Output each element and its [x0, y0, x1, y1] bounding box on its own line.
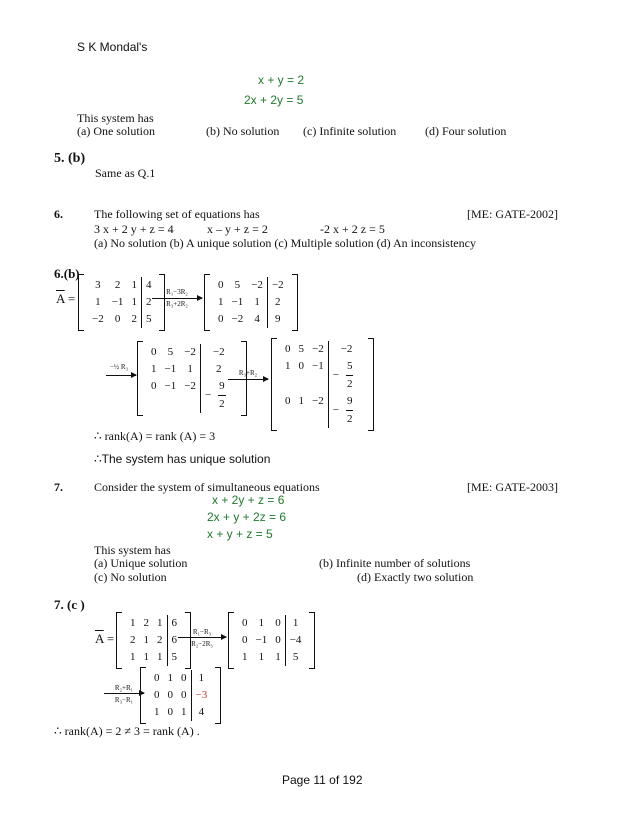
matrix-cell: −1: [255, 634, 268, 646]
matrix-cell: 0: [218, 279, 224, 291]
matrix-cell: 4: [141, 277, 156, 294]
matrix-cell: 1: [258, 617, 265, 629]
answer-7-operation-1b: R₂−2R₃: [191, 640, 213, 648]
q6-source-tag: [ME: GATE-2002]: [467, 207, 558, 221]
answer-5-text: Same as Q.1: [95, 166, 156, 180]
matrix-cell: 0: [114, 313, 121, 325]
matrix-cell: −1: [312, 360, 324, 372]
q6-equation-2: x – y + z = 2: [207, 222, 268, 236]
matrix-cell: 1: [157, 617, 163, 629]
matrix-cell: 1: [275, 651, 281, 663]
answer-6-conclusion: ∴The system has unique solution: [94, 452, 271, 466]
matrix-right-bracket: [292, 274, 298, 331]
q4-option-d: (d) Four solution: [425, 124, 507, 138]
matrix-cell: 6: [167, 632, 182, 649]
matrix-cell: 5: [298, 343, 304, 355]
matrix-body: [277, 338, 368, 431]
matrix-cell: 5: [167, 346, 174, 358]
matrix-cell: −1: [164, 380, 177, 392]
matrix-cell: 5: [234, 279, 241, 291]
matrix-right-bracket: [368, 338, 374, 431]
q4-equation-1: x + y = 2: [258, 73, 305, 87]
matrix-cell: −1: [111, 296, 124, 308]
answer-6-operation-1: R₁−3R₂: [166, 288, 188, 296]
matrix-right-bracket: [309, 612, 315, 669]
matrix-cell: 2: [157, 634, 163, 646]
matrix-cell: 2: [200, 361, 237, 378]
answer-7-rank-line: ∴ rank(A) = 2 ≠ 3 = rank (A) .: [54, 724, 200, 738]
matrix-cell: 1: [254, 296, 260, 308]
q6-equation-1: 3 x + 2 y + z = 4: [94, 222, 174, 236]
q4-option-a: (a) One solution: [77, 124, 155, 138]
answer-6-operation-3: R₃+R₂: [238, 369, 258, 377]
q7-subtext: This system has: [94, 543, 171, 557]
matrix-cell: 2: [267, 294, 288, 311]
q6-stem: The following set of equations has: [94, 207, 260, 221]
matrix-cell: 1: [151, 363, 157, 375]
answer-7-operation-2b: R₃−R₁: [114, 696, 134, 704]
answer-7-matrix-2: [228, 612, 315, 669]
matrix-cell: 2: [130, 634, 136, 646]
q4-option-c: (c) Infinite solution: [303, 124, 397, 138]
matrix-cell: 6: [167, 615, 182, 632]
matrix-cell: −2: [251, 279, 263, 291]
matrix-cell: 2: [143, 617, 149, 629]
answer-6-matrix-2: [204, 274, 298, 331]
q4-option-b: (b) No solution: [206, 124, 280, 138]
matrix-cell: 1: [285, 360, 291, 372]
answer-6-arrow-2: [106, 375, 136, 376]
answer-6-rank-line: [94, 429, 215, 444]
matrix-cell: − $\frac{9}{2}$: [200, 378, 237, 413]
q7-equation-1: x + 2y + z = 6: [212, 493, 285, 507]
answer-6-rank-text: ∴ rank(A) = rank (A) = 3: [94, 429, 216, 443]
matrix-right-bracket: [215, 667, 221, 724]
matrix-cell: 1: [131, 296, 137, 308]
matrix-cell: 3: [95, 279, 101, 291]
answer-7-lhs: $\overline{A}$ =: [95, 631, 115, 646]
matrix-body: [210, 274, 292, 331]
matrix-cell: 1: [167, 672, 173, 684]
matrix-cell: 0: [285, 343, 291, 355]
q7-option-d: (d) Exactly two solution: [357, 570, 474, 584]
matrix-cell: 2: [131, 313, 137, 325]
q6-number: 6.: [54, 207, 63, 221]
matrix-cell: 5: [285, 649, 306, 666]
answer-6-lhs: $\overline{A}$ =: [56, 291, 76, 306]
q4-stem: This system has: [77, 111, 154, 125]
matrix-cell: −4: [285, 632, 306, 649]
q7-number: 7.: [54, 480, 63, 494]
matrix-cell: − $\frac{5}{2}$: [328, 358, 365, 393]
answer-6-label: 6.(b): [54, 266, 80, 281]
matrix-cell: 5: [141, 311, 156, 328]
matrix-cell: 1: [154, 706, 160, 718]
matrix-cell: 5: [167, 649, 182, 666]
matrix-cell: 0: [181, 689, 187, 701]
matrix-cell: 0: [218, 313, 224, 325]
matrix-a-symbol-7: $\overline{A}$: [95, 631, 104, 646]
matrix-a-symbol: $\overline{A}$: [56, 291, 65, 306]
matrix-cell: 1: [258, 651, 265, 663]
answer-6-matrix-4: [271, 338, 374, 431]
matrix-cell: −2: [92, 313, 104, 325]
matrix-cell: 4: [191, 704, 212, 721]
matrix-cell: −1: [231, 296, 244, 308]
matrix-cell: − $\frac{9}{2}$: [328, 393, 365, 428]
matrix-cell: 0: [151, 346, 157, 358]
matrix-cell: 0: [181, 672, 187, 684]
matrix-body: [234, 612, 309, 669]
matrix-cell: −2: [231, 313, 244, 325]
matrix-cell: 1: [218, 296, 224, 308]
matrix-body: [84, 274, 159, 331]
matrix-cell: 1: [130, 617, 136, 629]
matrix-cell: 1: [187, 363, 193, 375]
matrix-cell: 0: [154, 689, 160, 701]
q7-option-b: (b) Infinite number of solutions: [319, 556, 471, 570]
matrix-cell: 2: [114, 279, 121, 291]
matrix-cell: −1: [164, 363, 177, 375]
answer-7-operation-2: R₂+R₁: [114, 684, 134, 692]
q7-option-a: (a) Unique solution: [94, 556, 188, 570]
q7-stem: Consider the system of simultaneous equations: [94, 480, 320, 494]
matrix-cell: −2: [200, 344, 237, 361]
matrix-cell: 1: [95, 296, 101, 308]
answer-7-operation-1: R₁−R₃: [192, 628, 212, 636]
matrix-cell: 0: [275, 617, 281, 629]
answer-6-arrow-1: [152, 298, 202, 299]
matrix-cell: −2: [267, 277, 288, 294]
matrix-cell: 0: [242, 617, 248, 629]
matrix-cell: −2: [184, 380, 196, 392]
matrix-cell: 1: [130, 651, 136, 663]
matrix-body: [143, 341, 241, 416]
matrix-cell: −2: [312, 395, 324, 407]
matrix-cell: 1: [157, 651, 163, 663]
matrix-cell: −2: [312, 343, 324, 355]
q6-equation-3: -2 x + 2 z = 5: [320, 222, 385, 236]
matrix-cell: 0: [275, 634, 281, 646]
matrix-cell: 0: [285, 395, 291, 407]
matrix-cell: 2: [141, 294, 156, 311]
matrix-cell: 1: [298, 395, 304, 407]
matrix-cell: −3: [191, 687, 212, 704]
matrix-cell: 1: [181, 706, 187, 718]
matrix-cell: 1: [242, 651, 248, 663]
matrix-cell: 1: [143, 634, 149, 646]
page-header: S K Mondal's: [77, 40, 148, 54]
answer-7-matrix-3: [140, 667, 221, 724]
matrix-cell: −2: [184, 346, 196, 358]
matrix-cell: 0: [242, 634, 248, 646]
matrix-body: [122, 612, 185, 669]
answer-6-operation-1b: R₃+2R₂: [166, 300, 188, 308]
answer-5-label: 5. (b): [54, 151, 86, 166]
matrix-body: [146, 667, 215, 724]
answer-7-arrow-1: [178, 637, 226, 638]
matrix-cell: 1: [191, 670, 212, 687]
matrix-cell: 9: [267, 311, 288, 328]
matrix-cell: 0: [298, 360, 304, 372]
answer-6-operation-2: −½ R₃: [109, 363, 129, 371]
matrix-cell: 1: [131, 279, 137, 291]
q6-options: (a) No solution (b) A unique solution (c) Multiple solution (d) An inconsistency: [94, 236, 476, 250]
q7-option-c: (c) No solution: [94, 570, 167, 584]
q7-source-tag: [ME: GATE-2003]: [467, 480, 558, 494]
matrix-cell: 0: [151, 380, 157, 392]
q7-equation-2: 2x + y + 2z = 6: [207, 510, 287, 524]
answer-6-arrow-3: [228, 379, 268, 380]
page-footer: Page 11 of 192: [282, 773, 363, 787]
matrix-cell: 1: [143, 651, 149, 663]
matrix-cell: 0: [154, 672, 160, 684]
matrix-cell: 4: [254, 313, 260, 325]
matrix-cell: −2: [328, 341, 365, 358]
q4-equation-2: 2x + 2y = 5: [244, 93, 304, 107]
matrix-cell: 1: [285, 615, 306, 632]
answer-7-arrow-2: [104, 693, 144, 694]
matrix-cell: 0: [167, 689, 173, 701]
matrix-cell: 0: [167, 706, 173, 718]
q7-equation-3: x + y + z = 5: [207, 527, 273, 541]
answer-7-label: 7. (c ): [54, 597, 85, 612]
